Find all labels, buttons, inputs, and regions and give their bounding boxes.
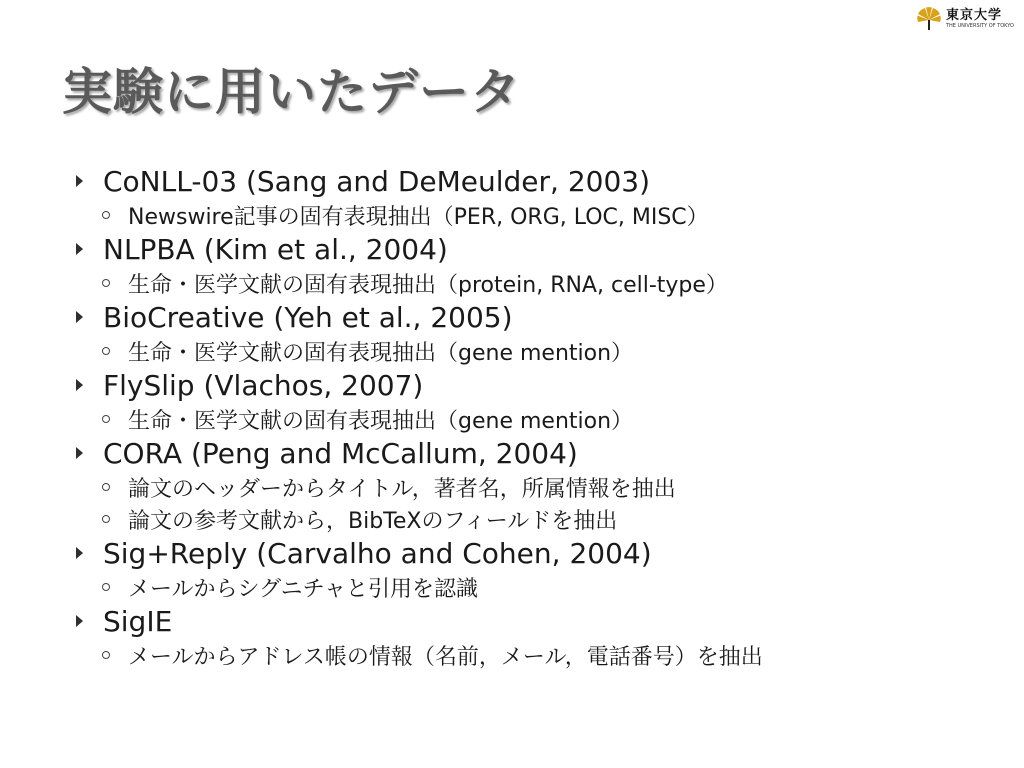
bullet-circle-icon bbox=[102, 211, 110, 219]
logo-english-name: THE UNIVERSITY OF TOKYO bbox=[945, 23, 1014, 29]
slide-title: 実験に用いたデータ bbox=[62, 63, 521, 121]
list-item bbox=[72, 435, 1002, 535]
bullet-arrow-icon bbox=[76, 615, 83, 627]
dataset-description: 生命・医学文献の固有表現抽出（gene mention） bbox=[128, 340, 634, 366]
list-item bbox=[72, 299, 1002, 367]
bullet-circle-icon bbox=[102, 515, 110, 523]
bullet-circle-icon bbox=[102, 279, 110, 287]
dataset-list bbox=[72, 163, 1002, 671]
dataset-description: 論文の参考文献から，BibTeXのフィールドを抽出 bbox=[128, 508, 618, 534]
dataset-label: Sig+Reply (Carvalho and Cohen, 2004) bbox=[103, 536, 652, 570]
list-item bbox=[72, 535, 1002, 603]
dataset-label: CORA (Peng and McCallum, 2004) bbox=[103, 436, 578, 470]
bullet-circle-icon bbox=[102, 583, 110, 591]
bullet-circle-icon bbox=[102, 651, 110, 659]
bullet-arrow-icon bbox=[76, 243, 83, 255]
bullet-arrow-icon bbox=[76, 175, 83, 187]
bullet-arrow-icon bbox=[76, 379, 83, 391]
list-item bbox=[72, 163, 1002, 231]
list-item bbox=[72, 603, 1002, 671]
bullet-arrow-icon bbox=[76, 311, 83, 323]
bullet-circle-icon bbox=[102, 347, 110, 355]
dataset-description: Newswire記事の固有表現抽出（PER, ORG, LOC, MISC） bbox=[128, 204, 709, 230]
dataset-description: メールからシグニチャと引用を認識 bbox=[128, 576, 479, 602]
dataset-description: メールからアドレス帳の情報（名前，メール，電話番号）を抽出 bbox=[128, 644, 763, 670]
dataset-label: SigIE bbox=[103, 604, 173, 638]
bullet-arrow-icon bbox=[76, 447, 83, 459]
dataset-label: NLPBA (Kim et al., 2004) bbox=[103, 232, 448, 266]
dataset-description: 生命・医学文献の固有表現抽出（protein, RNA, cell-type） bbox=[128, 272, 728, 298]
bullet-arrow-icon bbox=[76, 547, 83, 559]
dataset-description: 生命・医学文献の固有表現抽出（gene mention） bbox=[128, 408, 634, 434]
dataset-label: FlySlip (Vlachos, 2007) bbox=[103, 368, 424, 402]
dataset-label: BioCreative (Yeh et al., 2005) bbox=[103, 300, 513, 334]
university-logo bbox=[916, 6, 1014, 32]
dataset-description: 論文のヘッダーからタイトル，著者名，所属情報を抽出 bbox=[128, 476, 676, 502]
bullet-circle-icon bbox=[102, 483, 110, 491]
list-item bbox=[72, 231, 1002, 299]
ginkgo-leaf-icon bbox=[916, 6, 942, 32]
list-item bbox=[72, 367, 1002, 435]
dataset-label: CoNLL-03 (Sang and DeMeulder, 2003) bbox=[103, 164, 651, 198]
bullet-circle-icon bbox=[102, 415, 110, 423]
logo-japanese-name: 東京大学 bbox=[945, 8, 1002, 23]
